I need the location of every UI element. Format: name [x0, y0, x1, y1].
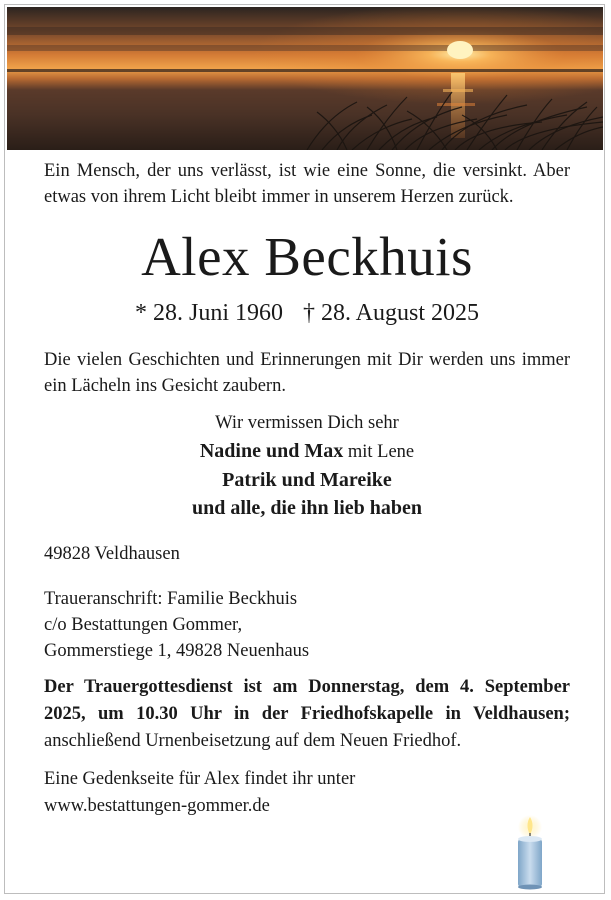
mourners-block — [44, 409, 570, 522]
notice-content — [44, 158, 570, 820]
mourners-line-2-rest: mit Lene — [343, 442, 415, 462]
service-info — [44, 674, 570, 755]
intro-quote: Ein Mensch, der uns verlässt, ist wie eine Sonne, die versinkt. Aber etwas von ihrem Licht bleibt immer in unserem Herzen zurück. — [44, 161, 570, 207]
memorial-line-1: Eine Gedenkseite für Alex findet ihr unter — [44, 769, 356, 789]
candle-icon — [510, 815, 550, 890]
mourners-line-2 — [44, 437, 570, 466]
mourning-address — [44, 586, 570, 664]
place-line: 49828 Veldhausen — [44, 544, 180, 564]
life-dates — [44, 298, 570, 328]
memory-text: Die vielen Geschichten und Erinnerungen mit Dir werden uns immer ein Lächeln ins Gesicht zaubern. — [44, 350, 570, 396]
death-date: † 28. August 2025 — [303, 300, 480, 326]
mourners-line-3: Patrik und Mareike — [222, 469, 392, 491]
address-line-3: Gommerstiege 1, 49828 Neuenhaus — [44, 641, 310, 661]
mourners-line-1: Wir vermissen Dich sehr — [215, 413, 399, 433]
memorial-website-link[interactable]: www.bestattungen-gommer.de — [44, 796, 270, 816]
service-info-bold: Der Trauergottesdienst ist am Donnerstag, dem 4. September 2025, um 10.30 Uhr in der Friedhofskapelle in Veldhausen; — [44, 677, 570, 724]
mourners-line-4: und alle, die ihn lieb haben — [191, 497, 423, 519]
address-line-1: Traueranschrift: Familie Beckhuis — [44, 589, 298, 609]
deceased-name: Alex Beckhuis — [141, 226, 473, 287]
address-line-2: c/o Bestattungen Gommer, — [44, 615, 243, 635]
sunset-banner-image — [7, 7, 603, 150]
mourners-line-2-bold: Nadine und Max — [199, 440, 344, 462]
sunset-over-sea-icon — [7, 7, 603, 150]
service-info-rest: anschließend Urnenbeisetzung auf dem Neuen Friedhof. — [44, 731, 462, 751]
birth-date: * 28. Juni 1960 — [134, 300, 283, 326]
memorial-page-info — [44, 766, 570, 820]
